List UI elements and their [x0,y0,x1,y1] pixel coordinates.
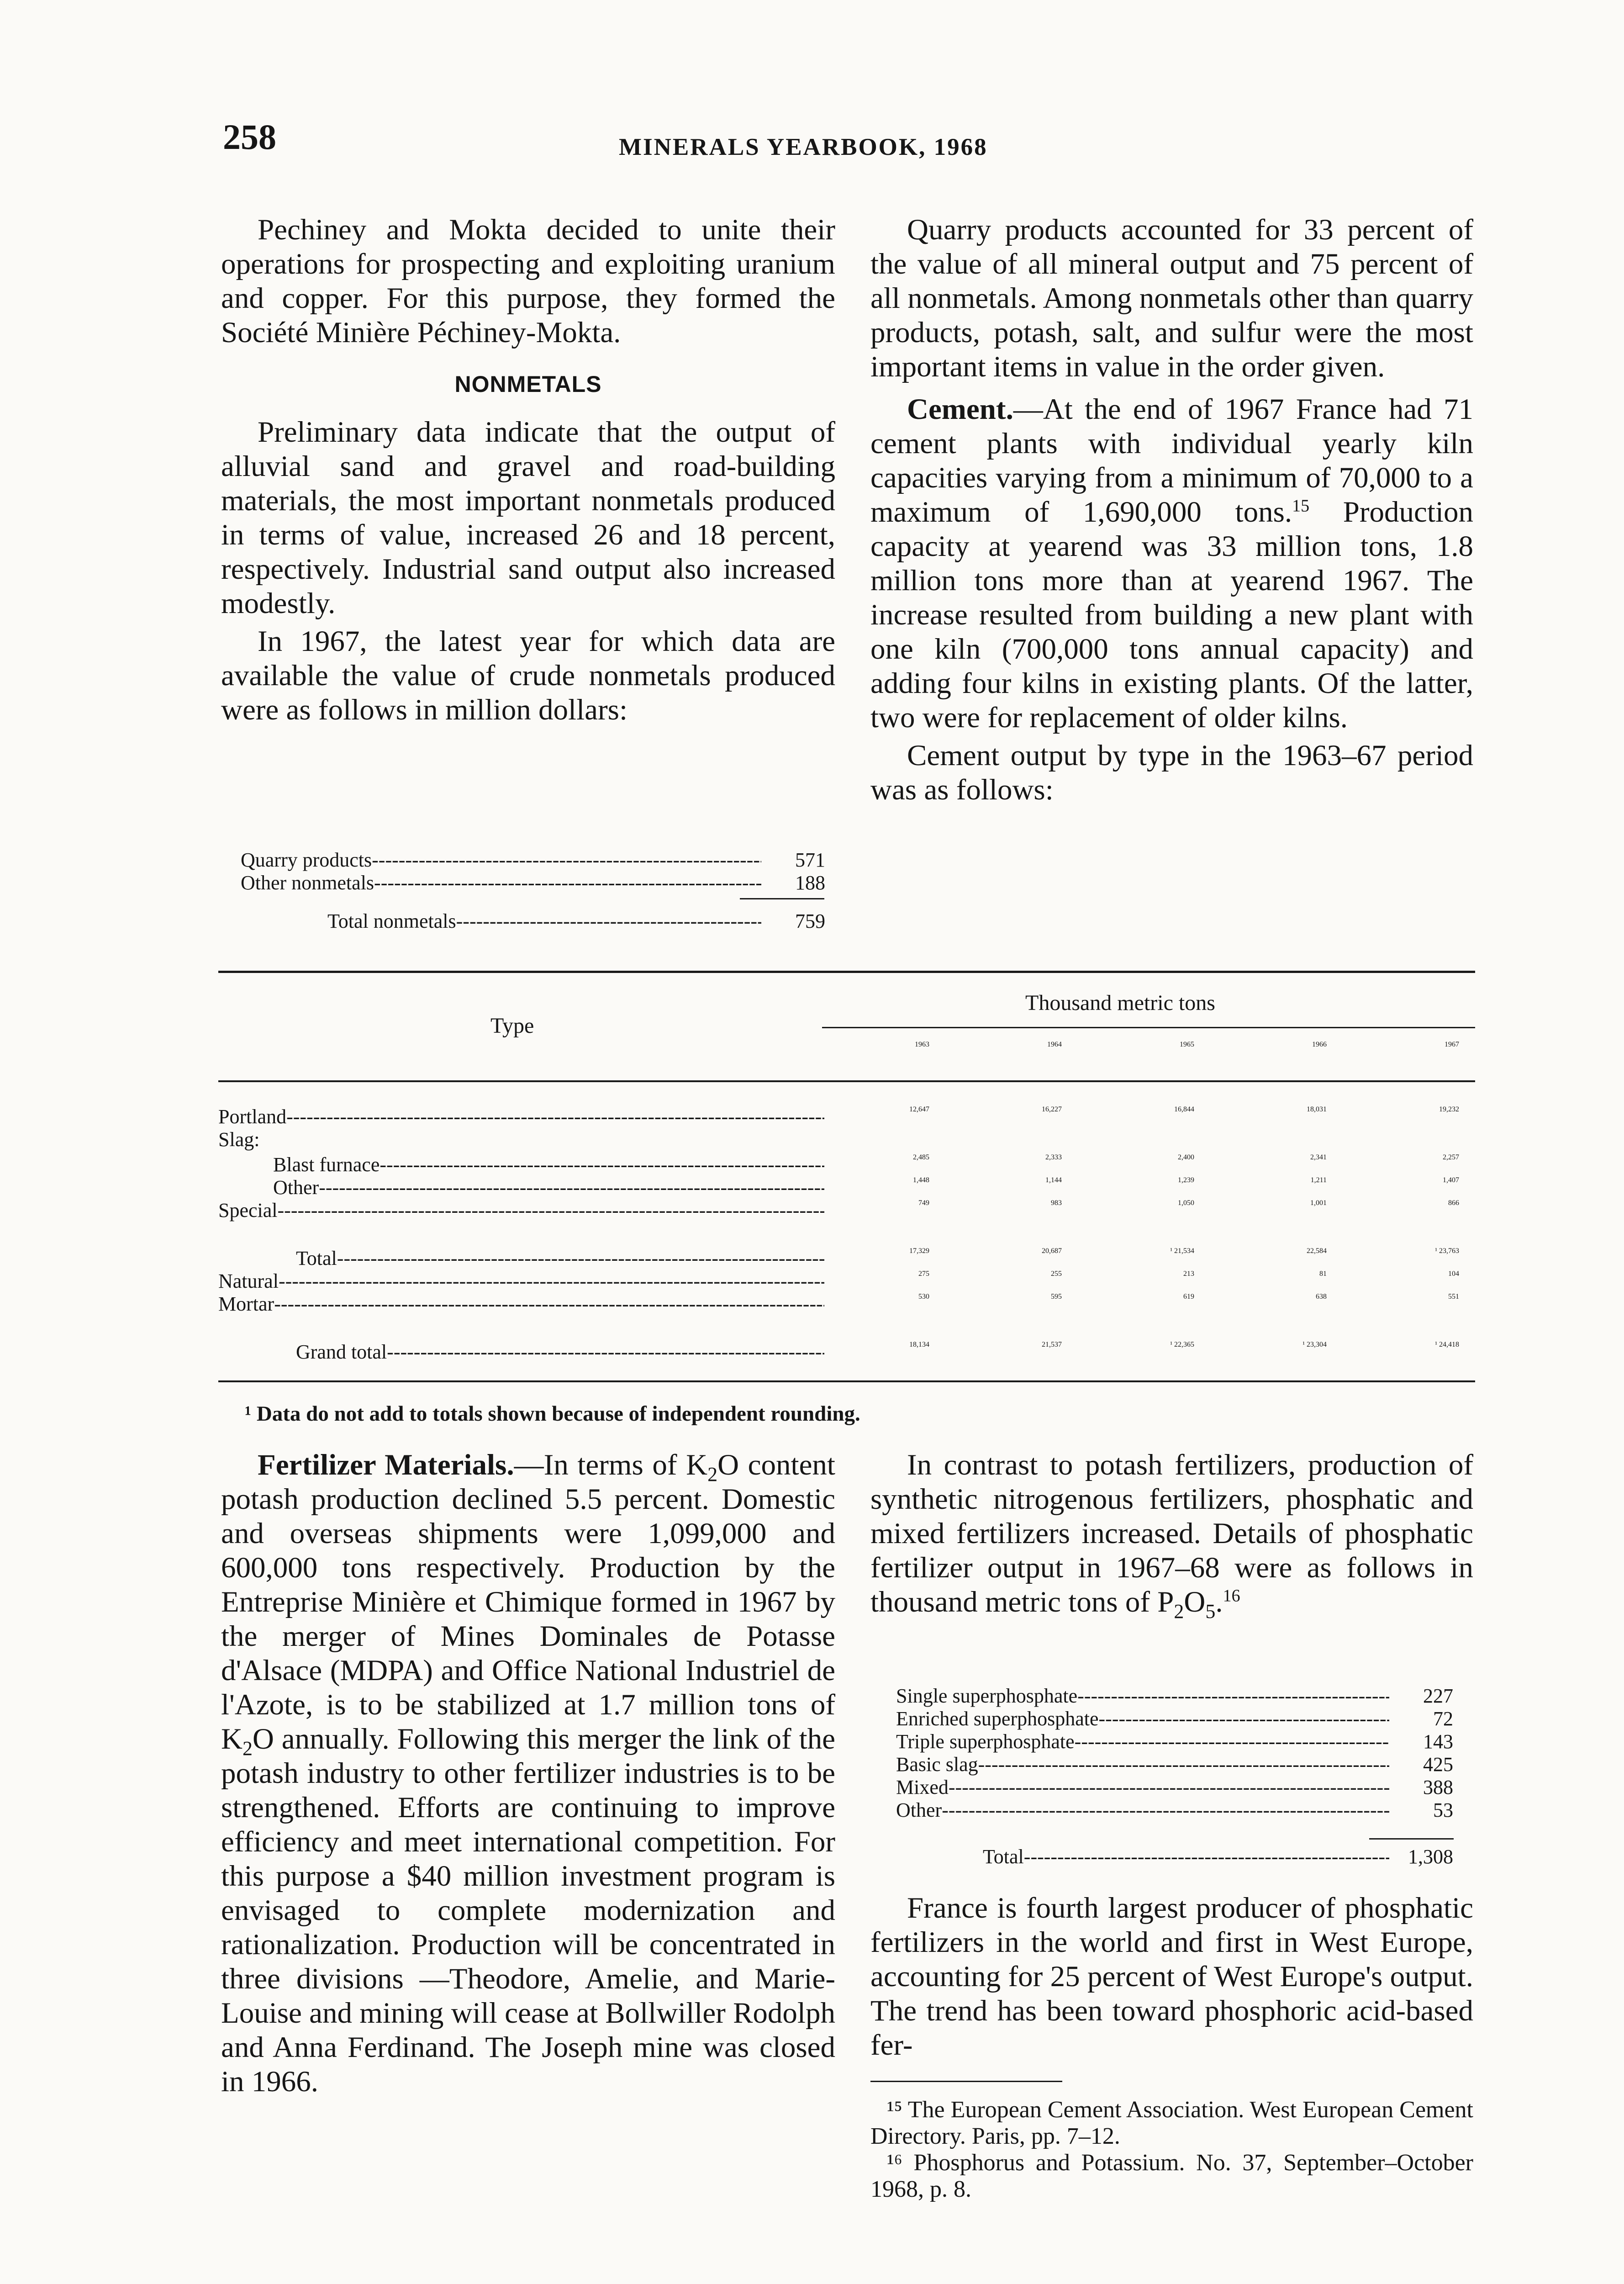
year-header: 1965 [1180,1041,1194,1048]
table-row-label [273,1176,824,1199]
footnote-ref: 15 [1292,496,1310,516]
row-value: 1,308 [1408,1845,1453,1868]
table-cell: 1,144 [1045,1176,1062,1184]
column-right-bottom [870,1448,1473,1623]
row-value: 388 [1423,1776,1453,1798]
table-cell: 2,257 [1443,1153,1459,1161]
table-cell: 595 [1051,1293,1062,1301]
table-cell: 12,647 [909,1105,929,1113]
table-row [896,1708,1453,1730]
page-number: 258 [223,117,276,157]
year-header: 1967 [1445,1041,1459,1048]
row-label: Other [896,1799,942,1821]
table-cell: 18,134 [909,1341,929,1348]
row-label: Total [983,1845,1024,1868]
paragraph [870,1448,1473,1623]
paragraph-cement [870,392,1473,735]
sum-rule [1369,1838,1454,1840]
table-cell: 1,448 [913,1176,929,1184]
row-label: Triple superphosphate [896,1730,1075,1753]
table-row-label [218,1128,824,1151]
table-cell: 1,050 [1178,1199,1194,1207]
paragraph: Preliminary data indicate that the output of alluvial sand and gravel and road-building materials, the most important nonmetals produced in terms of value, increased 26 and 18 percent, respectively. Industrial sand output also increased modestly. [221,416,835,620]
table-cell: 1,001 [1310,1199,1327,1207]
table-cell: 530 [918,1293,929,1301]
table-cell: 2,400 [1178,1153,1194,1161]
row-label: Quarry products [241,849,372,871]
table-top-rule [218,971,1475,973]
row-label-text: Total [296,1247,337,1269]
table-cell: 16,227 [1042,1105,1062,1113]
table-cell: 983 [1051,1199,1062,1207]
row-label-text: Natural [218,1270,279,1292]
table-row-label [218,1105,824,1128]
subscript: 2 [707,1463,718,1486]
sum-rule [740,898,824,899]
table-row [896,1776,1453,1799]
row-label: Enriched superphosphate [896,1708,1099,1730]
subscript: 2 [1174,1600,1184,1623]
paragraph: Quarry products accounted for 33 percent of the value of all mineral output and 75 percent of all nonmetals. Among nonmetals other than quarry products, potash, salt, and sulfur were the most important items in value in the order given. [870,213,1473,383]
table-cell: ¹ 22,365 [1170,1341,1194,1348]
table-row [896,1799,1453,1822]
text-run: Production capacity at yearend was 33 million tons, 1.8 million tons more than at yearend 1967. The increase resulted from building a new plant with one kiln (700,000 tons annual capacity) and adding four kilns in existing plants. Of the latter, two were for replacement of older kilns. [870,496,1474,734]
table-row-label [218,1199,824,1222]
header-rule [822,1027,1475,1028]
row-label: Total nonmetals [327,910,456,932]
paragraph: Cement output by type in the 1963–67 period was as follows: [870,739,1473,806]
table-cell: 213 [1183,1270,1194,1278]
table-cell: 104 [1448,1270,1459,1278]
row-value: 425 [1423,1753,1453,1776]
table-cell: 17,329 [909,1247,929,1255]
table-cell: 1,239 [1178,1176,1194,1184]
table-cell: 1,407 [1443,1176,1459,1184]
footnote-15: ¹⁵ The European Cement Association. West European Cement Directory. Paris, pp. 7–12. [870,2097,1473,2149]
table-row-label [218,1270,824,1293]
table-total-row [241,910,825,933]
table-cell: 18,031 [1307,1105,1327,1113]
section-heading-nonmetals: NONMETALS [454,371,602,397]
runin-heading-cement: Cement. [907,393,1013,426]
phosphate-table [896,1685,1453,1868]
row-label: Other nonmetals [241,872,374,894]
row-value: 227 [1423,1685,1453,1707]
row-value: 72 [1433,1708,1453,1730]
row-value: 759 [795,910,825,932]
table-cell: 22,584 [1307,1247,1327,1255]
row-label-text: Special [218,1199,278,1221]
table-row [896,1685,1453,1708]
text-run: O annually. Following this merger the link of the potash industry to other fertilizer industries is to be strengthened. Efforts are continuing to improve efficiency and meet international competition. For this purpose a $40 million investment program is envisaged to complete modernization and rationalization. Production will be concentrated in three divisions —Theodore, Amelie, and Marie-Louise and mining will cease at Bollwiller Rodolph and Anna Ferdinand. The Joseph mine was closed in 1966. [221,1723,835,2098]
year-header: 1964 [1047,1041,1062,1048]
year-header: 1966 [1312,1041,1327,1048]
row-label-text: Slag: [218,1128,260,1151]
table-cell: 2,485 [913,1153,929,1161]
row-label-text: Grand total [296,1341,387,1363]
table-cell: 21,537 [1042,1341,1062,1348]
column-header-type: Type [490,1014,534,1038]
table-cell: 866 [1448,1199,1459,1207]
subscript: 2 [242,1737,253,1760]
text-run: —In terms of K [514,1449,708,1481]
table-cell: 1,211 [1310,1176,1327,1184]
table-footnote: ¹ Data do not add to totals shown because of independent rounding. [245,1402,860,1426]
text-run: —At the end of 1967 France had 71 cement plants with individual yearly kiln capacities varying from a minimum of 70,000 to a maximum of 1,690,000 tons. [870,393,1473,529]
table-cell: 255 [1051,1270,1062,1278]
row-label-text: Mortar [218,1293,274,1315]
column-left-bottom [221,1448,835,2099]
table-row [896,1730,1453,1753]
table-cell: ¹ 23,304 [1302,1341,1327,1348]
year-header: 1963 [915,1041,929,1048]
table-bottom-rule [218,1380,1475,1382]
table-cell: 619 [1183,1293,1194,1301]
header-bottom-rule [218,1080,1475,1082]
table-row [241,872,825,894]
row-label: Basic slag [896,1753,978,1776]
table-cell: 638 [1316,1293,1327,1301]
running-title: MINERALS YEARBOOK, 1968 [619,134,988,160]
table-cell: ¹ 23,763 [1435,1247,1459,1255]
text-run: O content potash production declined 5.5 percent. Domestic and overseas shipments were 1,099,000 and 600,000 tons respectively. Production by the Entreprise Minière et Chimique formed in 1967 by the merger of Mines Dominales de Potasse d'Alsace (MDPA) and Office National Industriel de l'Azote, is to be stabilized at 1.7 million tons of K [221,1449,835,1755]
row-label: Mixed [896,1776,949,1798]
row-label-text: Portland [218,1105,287,1128]
runin-heading-fertilizer: Fertilizer Materials. [258,1449,514,1481]
table-row-label [296,1247,824,1270]
table-cell: 2,341 [1310,1153,1327,1161]
table-cell: 275 [918,1270,929,1278]
table-total-row [896,1845,1453,1868]
table-cell: 749 [918,1199,929,1207]
row-label-text: Blast furnace [273,1153,380,1176]
text-run: . [1215,1586,1223,1618]
row-label-text: Other [273,1176,319,1199]
table-cell: ¹ 21,534 [1170,1247,1194,1255]
text-run: In contrast to potash fertilizers, production of synthetic nitrogenous fertilizers, phosphatic and mixed fertilizers increased. Details of phosphatic fertilizer output in 1967–68 were as follows in thousand metric tons of P [870,1449,1473,1618]
footnotes [870,2097,1473,2203]
footnote-ref: 16 [1223,1586,1240,1606]
paragraph: In 1967, the latest year for which data are available the value of crude nonmetals produced were as follows in million dollars: [221,625,835,726]
column-left-top [221,213,835,727]
table-row-label [296,1341,824,1364]
footnote-16: ¹⁶ Phosphorus and Potassium. No. 37, September–October 1968, p. 8. [870,2150,1473,2202]
row-value: 571 [795,849,825,871]
table-row [241,849,825,872]
table-row [896,1753,1453,1776]
row-value: 188 [795,872,825,894]
table-cell: 20,687 [1042,1247,1062,1255]
row-value: 53 [1433,1799,1453,1821]
table-cell: 2,333 [1045,1153,1062,1161]
paragraph: Pechiney and Mokta decided to unite their operations for prospecting and exploiting uranium and copper. For this purpose, they formed the Société Minière Péchiney-Mokta. [221,213,835,349]
paragraph-fertilizer [221,1448,835,2099]
value-table [241,849,825,933]
table-cell: 551 [1448,1293,1459,1301]
column-right-top [870,213,1473,807]
footnote-rule [870,2081,1062,2082]
row-value: 143 [1423,1730,1453,1753]
table-row-label [218,1293,824,1316]
table-cell: 19,232 [1439,1105,1459,1113]
paragraph: France is fourth largest producer of phosphatic fertilizers in the world and first in West Europe, accounting for 25 percent of West Europe's output. The trend has been toward phosphoric acid-based fer- [870,1892,1473,2062]
table-cell: 81 [1319,1270,1327,1278]
column-right-continuation [870,1891,1473,2062]
table-cell: ¹ 24,418 [1435,1341,1459,1348]
table-row-label [273,1153,824,1176]
table-cell: 16,844 [1174,1105,1194,1113]
row-label: Single superphosphate [896,1685,1078,1707]
column-header-unit: Thousand metric tons [1025,991,1215,1015]
subscript: 5 [1205,1600,1216,1623]
text-run: O [1184,1586,1206,1618]
